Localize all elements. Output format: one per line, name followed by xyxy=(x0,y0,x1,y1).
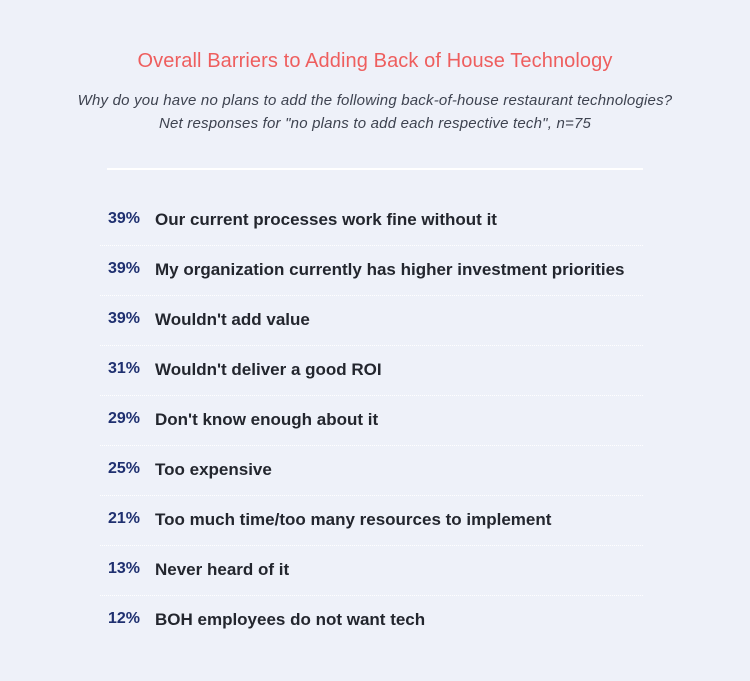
barrier-percent: 25% xyxy=(107,460,140,477)
barrier-row xyxy=(100,246,643,296)
barrier-row xyxy=(100,396,643,446)
barrier-percent: 39% xyxy=(107,310,140,327)
barrier-label: Never heard of it xyxy=(155,560,290,579)
barrier-row xyxy=(100,296,643,346)
barrier-label: BOH employees do not want tech xyxy=(155,610,426,629)
barrier-label: Wouldn't deliver a good ROI xyxy=(155,360,382,379)
barrier-percent: 39% xyxy=(107,210,140,227)
barrier-row xyxy=(100,496,643,546)
barrier-percent: 13% xyxy=(107,560,140,577)
barrier-label: Too much time/too many resources to implement xyxy=(155,510,552,529)
barrier-percent: 29% xyxy=(107,410,140,427)
barrier-list xyxy=(100,196,643,646)
barrier-row xyxy=(100,346,643,396)
barrier-row xyxy=(100,596,643,646)
barrier-label: My organization currently has higher investment priorities xyxy=(155,260,625,279)
barrier-row xyxy=(100,546,643,596)
header-divider xyxy=(107,168,643,170)
barrier-row xyxy=(100,196,643,246)
barrier-percent: 21% xyxy=(107,510,140,527)
chart-subtitle-note: Net responses for "no plans to add each respective tech", n=75 xyxy=(158,115,592,132)
chart-title: Overall Barriers to Adding Back of House Technology xyxy=(137,50,613,72)
barrier-row xyxy=(100,446,643,496)
barrier-label: Wouldn't add value xyxy=(155,310,310,329)
barrier-percent: 31% xyxy=(107,360,140,377)
barrier-percent: 39% xyxy=(107,260,140,277)
chart-subtitle-question: Why do you have no plans to add the following back-of-house restaurant technologies? xyxy=(77,92,673,109)
barrier-label: Don't know enough about it xyxy=(155,410,379,429)
barrier-label: Our current processes work fine without it xyxy=(155,210,497,229)
barrier-label: Too expensive xyxy=(155,460,272,479)
barrier-percent: 12% xyxy=(107,610,140,627)
